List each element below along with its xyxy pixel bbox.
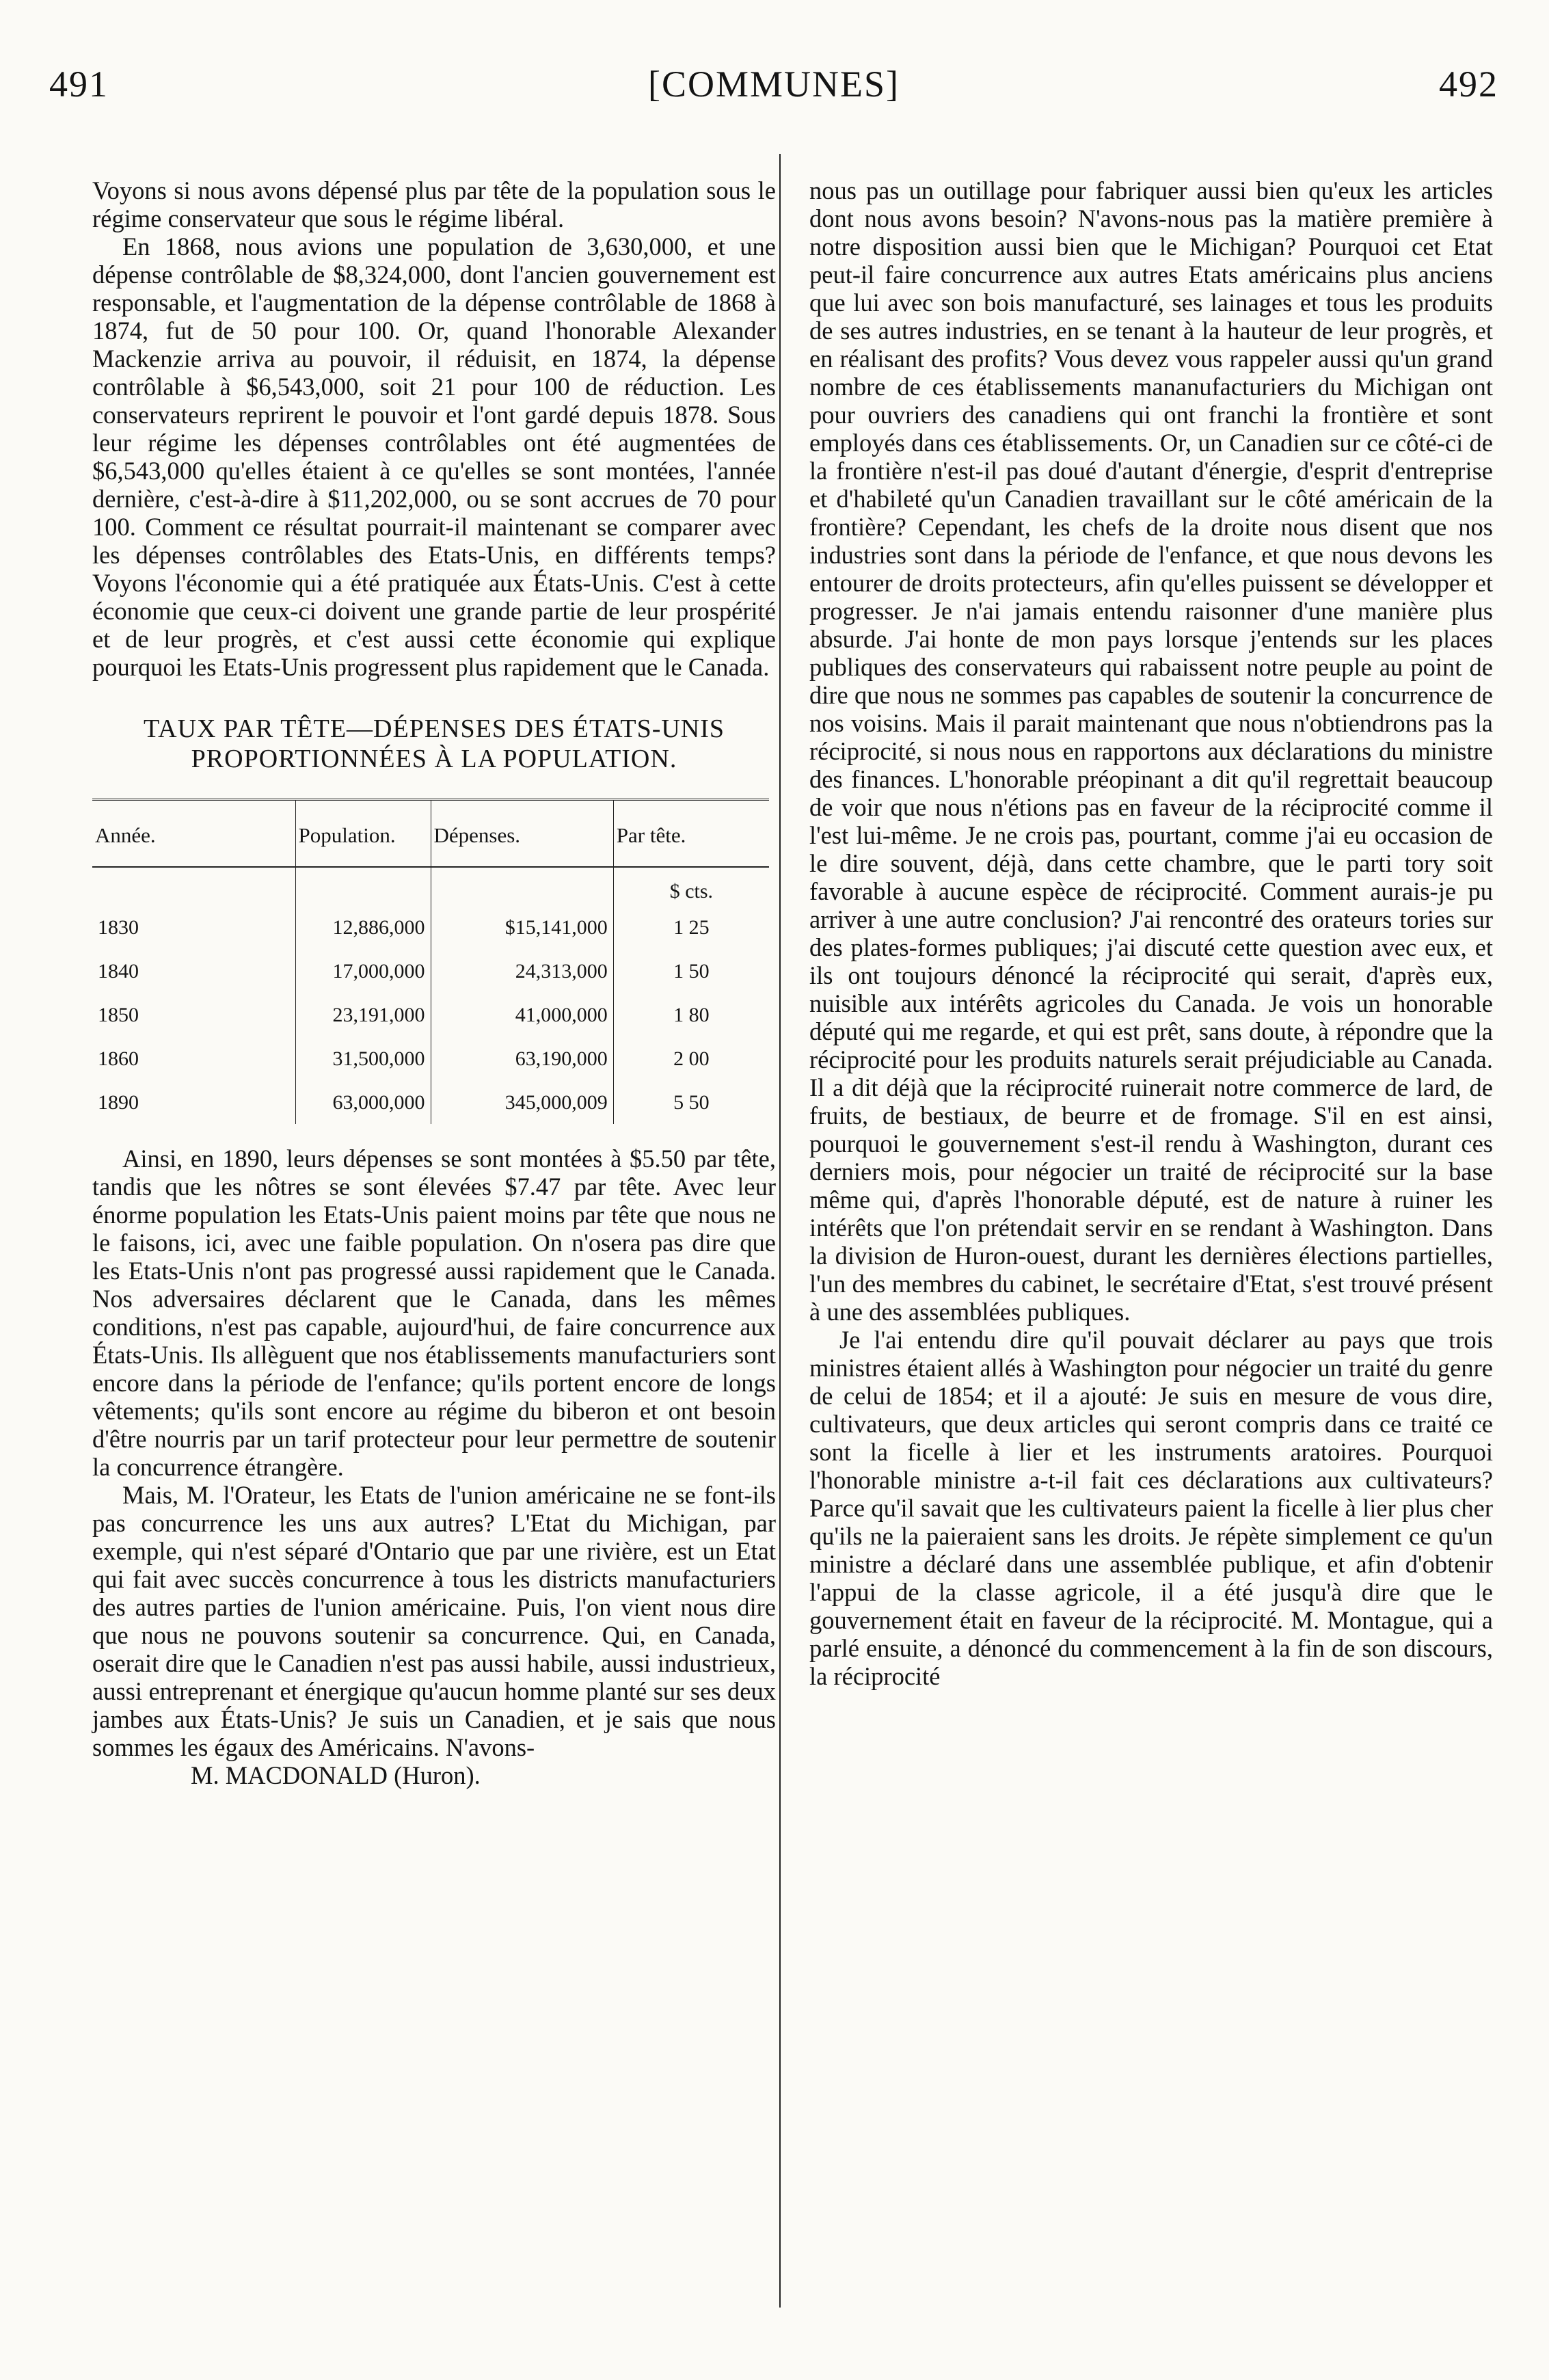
running-title: [COMMUNES]: [647, 64, 900, 105]
paragraph: En 1868, nous avions une population de 3,630,000, et une dépense contrôlable de $8,324,000, dont l'ancien gouvernement est responsable, et l'augmentation de la dépense contrôlable de 1868 à 1874, fut de 50 pour 100. Or, quand l'honorable Alexander Mackenzie arriva au pouvoir, il réduisit, en 1874, la dépense contrôlable à $6,543,000, soit 21 pour 100 de réduction. Les conservateurs reprirent le pouvoir et l'ont gardé depuis 1878. Sous leur régime les dépenses contrôlables ont été augmentées de $6,543,000 qu'elles étaient à ce qu'elles se sont montées, l'année dernière, c'est-à-dire à $11,202,000, ou se sont accrues de 70 pour 100. Comment ce résultat pourrait-il maintenant se comparer avec les dépenses contrôlables des Etats-Unis, en différents temps? Voyons l'économie qui a été pratiquée aux États-Unis. C'est à cette économie que ceux-ci doivent une grande partie de leur prospérité et de leur progrès, et c'est aussi cette économie qui explique pourquoi les Etats-Unis progressent plus rapidement que le Canada.: [92, 232, 776, 681]
cell-year: 1860: [98, 1047, 139, 1070]
page-number-left: 491: [49, 64, 109, 105]
cell-population: 17,000,000: [295, 949, 431, 993]
table-row: [92, 949, 769, 993]
table-header-row: [92, 800, 769, 868]
table-row: [92, 1037, 769, 1080]
cell-population: 23,191,000: [295, 993, 431, 1037]
unit-row: [92, 867, 769, 905]
cell-per-capita: 2 00: [613, 1037, 769, 1080]
table-title: TAUX PAR TÊTE—DÉPENSES DES ÉTATS-UNIS PROPORTIONNÉES À LA POPULATION.: [143, 714, 725, 773]
cell-expenses: 41,000,000: [431, 993, 613, 1037]
right-column: [809, 176, 1493, 1690]
column-header-expenses: Dépenses.: [431, 800, 613, 868]
cell-per-capita: 5 50: [613, 1080, 769, 1124]
cell-population: 63,000,000: [295, 1080, 431, 1124]
column-header-population: Population.: [295, 800, 431, 868]
cell-year: 1850: [98, 1003, 139, 1026]
paragraph: Mais, M. l'Orateur, les Etats de l'union américaine ne se font-ils pas concurrence les uns aux autres? L'Etat du Michigan, par exemple, qui n'est séparé d'Ontario que par une rivière, est un Etat qui fait avec succès concurrence à tous les districts manufacturiers des autres parties de l'union américaine. Puis, l'on vient nous dire que nous ne pouvons soutenir sa concurrence. Qui, en Canada, oserait dire que le Canadien n'est pas aussi habile, aussi industrieux, aussi entreprenant et énergique qu'aucun homme planté sur ses deux jambes aux États-Unis? Je suis un Canadien, et je sais que nous sommes les égaux des Américains. N'avons-: [92, 1481, 776, 1761]
table-row: [92, 993, 769, 1037]
table-row: [92, 1080, 769, 1124]
cell-expenses: 63,190,000: [431, 1037, 613, 1080]
paragraph: Ainsi, en 1890, leurs dépenses se sont montées à $5.50 par tête, tandis que les nôtres se sont élevées $7.47 par tête. Avec leur énorme population les Etats-Unis paient moins par tête que nous ne le faisons, ici, avec une faible population. On n'osera pas dire que les Etats-Unis n'ont pas progressé aussi rapidement que le Canada. Nos adversaires déclarent que le Canada, dans les mêmes conditions, n'est pas capable, aujourd'hui, de faire concurrence aux États-Unis. Ils allèguent que nos établissements manufacturiers sont encore dans la période de l'enfance; qu'ils portent encore de longs vêtements; qu'ils sont encore au régime du biberon et ont besoin d'être nourris par un tarif protecteur pour leur permettre de soutenir la concurrence étrangère.: [92, 1145, 776, 1481]
paragraph: nous pas un outillage pour fabriquer aussi bien qu'eux les articles dont nous avons besoin? N'avons-nous pas la matière première à notre disposition aussi bien que le Michigan? Pourquoi cet Etat peut-il faire concurrence aux autres Etats américains plus anciens que lui avec son bois manufacturé, ses lainages et tous les produits de ses autres industries, en se tenant à la hauteur de leur progrès, et en réalisant des profits? Vous devez vous rappeler aussi qu'un grand nombre de ces établissements mananufacturiers du Michigan ont pour ouvriers des canadiens qui ont franchi la frontière et sont employés dans ces établissements. Or, un Canadien sur ce côté-ci de la frontière n'est-il pas doué d'autant d'énergie, d'esprit d'entreprise et d'habileté qu'un Canadien travaillant sur le côté américain de la frontière? Cependant, les chefs de la droite nous disent que nos industries sont dans la période de l'enfance, et que nous devons les entourer de droits protecteurs, afin qu'elles puissent se développer et progresser. Je n'ai jamais entendu raisonner d'une manière plus absurde. J'ai honte de mon pays lorsque j'entends sur les places publiques des conservateurs qui rabaissent notre peuple au point de dire que nous ne sommes pas capables de soutenir la concurrence de nos voisins. Mais il parait maintenant que nous n'obtiendrons pas la réciprocité, si nous nous en rapportons aux déclarations du ministre des finances. L'honorable préopinant a dit qu'il regrettait beaucoup de voir que nous n'étions pas en faveur de la réciprocité comme il l'est lui-même. Je ne crois pas, pourtant, comme j'ai eu occasion de le dire souvent, déjà, dans cette chambre, que le parti tory soit favorable à aucune espèce de réciprocité. Comment aurais-je pu arriver à une autre conclusion? J'ai rencontré des orateurs tories sur des plates-formes publiques; j'ai discuté cette question avec eux, et ils ont toujours dénoncé la réciprocité qui serait, d'après eux, nuisible aux intérêts agricoles du Canada. Je vois un honorable député qui me regarde, et qui est prêt, sans doute, à répondre que la réciprocité pour les produits naturels serait préjudiciable au Canada. Il a dit déjà que la réciprocité ruinerait notre commerce de lard, de fruits, de bestiaux, de beurre et de fromage. S'il en est ainsi, pourquoi le gouvernement s'est-il rendu à Washington, durant ces derniers mois, pour négocier un traité de réciprocité sur la base même qui, d'après l'honorable député, est de nature à ruiner les intérêts que l'on prétendait servir en se rendant à Washington. Dans la division de Huron-ouest, durant les dernières élections partielles, l'un des membres du cabinet, le secrétaire d'Etat, s'est trouvé présent à une des assemblées publiques.: [809, 176, 1493, 1326]
cell-year: 1890: [98, 1091, 139, 1114]
paragraph: Je l'ai entendu dire qu'il pouvait déclarer au pays que trois ministres étaient allés à Washington pour négocier un traité du genre de celui de 1854; et il a ajouté: Je suis en mesure de vous dire, cultivateurs, que deux articles qui seront compris dans ce traité ce sont la ficelle à lier et les instruments aratoires. Pourquoi l'honorable ministre a-t-il fait ces déclarations aux cultivateurs? Parce qu'il savait que les cultivateurs paient la ficelle à lier plus cher qu'ils ne la paieraient sans les droits. Je répète simplement ce qu'un ministre a déclaré dans une assemblée publique, et afin d'obtenir l'appui de la classe agricole, il a été jusqu'à dire que le gouvernement était en faveur de la réciprocité. M. Montague, qui a parlé ensuite, a dénoncé du commencement à la fin de son discours, la réciprocité: [809, 1326, 1493, 1690]
cell-per-capita: 1 80: [613, 993, 769, 1037]
column-divider: [779, 154, 781, 2308]
cell-population: 12,886,000: [295, 905, 431, 949]
cell-expenses: 24,313,000: [431, 949, 613, 993]
cell-population: 31,500,000: [295, 1037, 431, 1080]
cell-expenses: $15,141,000: [431, 905, 613, 949]
column-header-year: Année.: [92, 800, 295, 868]
column-header-per-capita: Par tête.: [613, 800, 769, 868]
cell-per-capita: 1 50: [613, 949, 769, 993]
page-number-right: 492: [1439, 64, 1498, 105]
page-header: [49, 63, 1498, 118]
table-row: [92, 905, 769, 949]
cell-year: 1840: [98, 959, 139, 982]
cell-year: 1830: [98, 915, 139, 939]
unit-label: $ cts.: [613, 867, 769, 905]
cell-per-capita: 1 25: [613, 905, 769, 949]
expenditure-table: [92, 799, 769, 1124]
paragraph: Voyons si nous avons dépensé plus par tête de la population sous le régime conservateur que sous le régime libéral.: [92, 176, 776, 232]
left-column: [92, 176, 776, 1789]
cell-expenses: 345,000,009: [431, 1080, 613, 1124]
speaker-signature: M. MACDONALD (Huron).: [191, 1761, 481, 1789]
